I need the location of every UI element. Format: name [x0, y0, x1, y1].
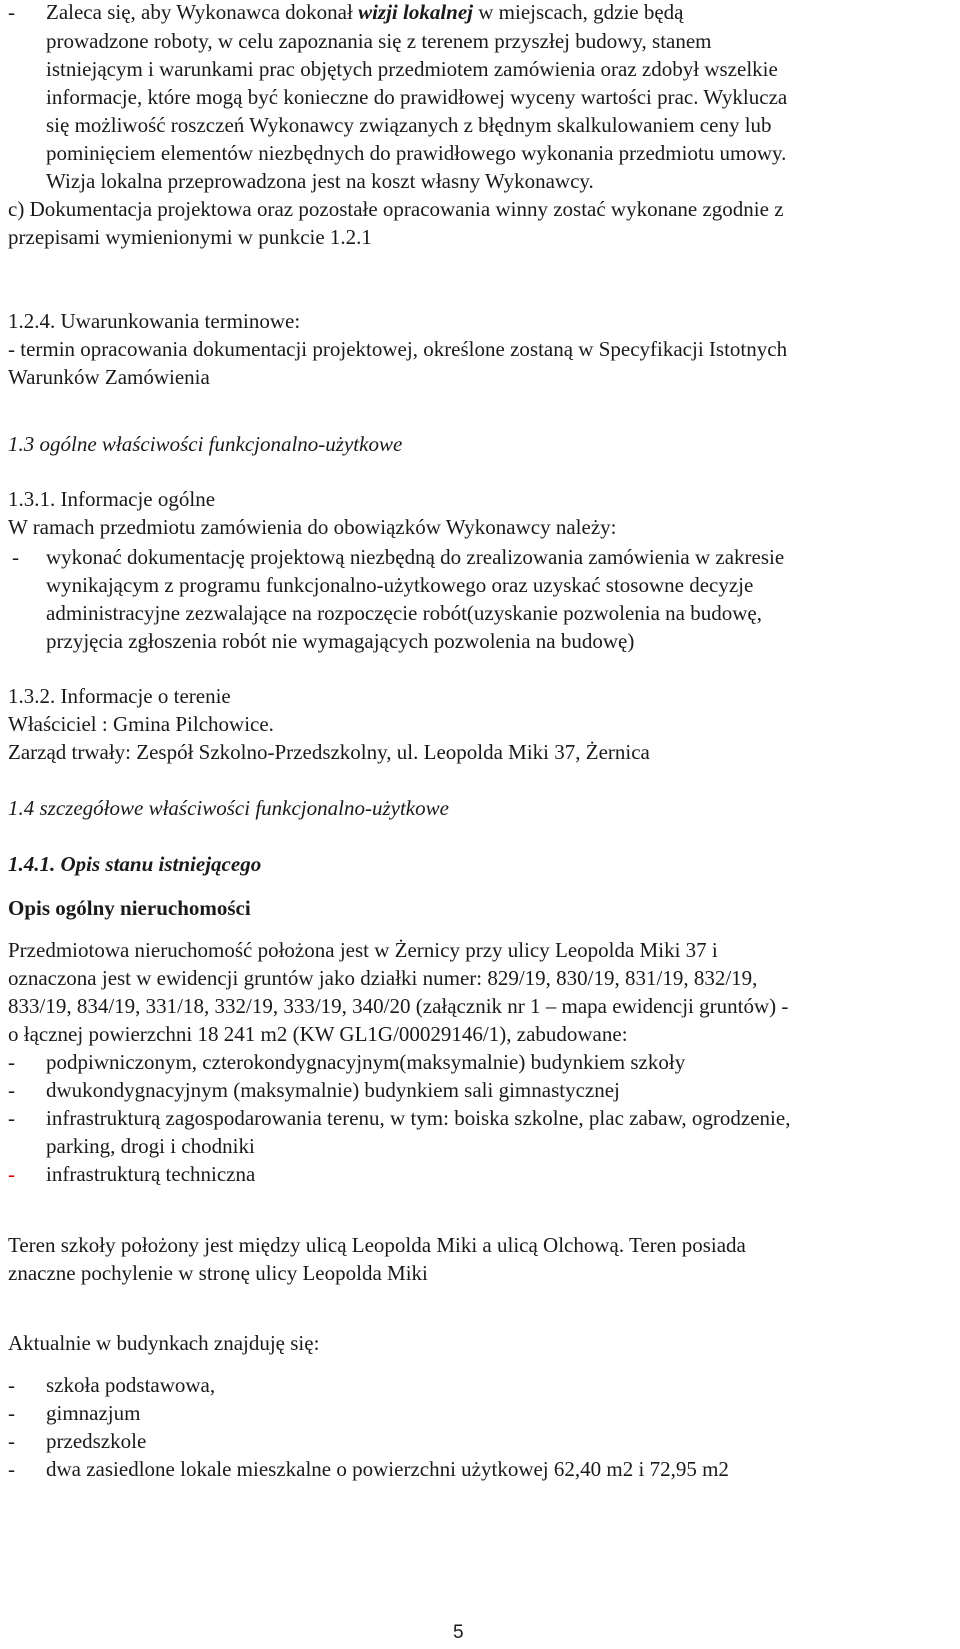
section-heading: 1.3.1. Informacje ogólne — [8, 487, 216, 511]
section-heading: 1.4.1. Opis stanu istniejącego — [8, 852, 262, 876]
text-line: administracyjne zezwalające na rozpoczęcie robót(uzyskanie pozwolenia na budowę, — [46, 601, 762, 625]
bullet-dash: - — [8, 0, 15, 24]
bullet-dash: - — [8, 1429, 15, 1453]
text-line: się możliwość roszczeń Wykonawcy związanych z błędnym skalkulowaniem ceny lub — [46, 113, 772, 137]
bullet-dash-red: - — [8, 1162, 15, 1186]
text-line: Aktualnie w budynkach znajduję się: — [8, 1331, 320, 1355]
text-line: 833/19, 834/19, 331/18, 332/19, 333/19, 340/20 (załącznik nr 1 – mapa ewidencji gruntów) - — [8, 994, 789, 1018]
text-line: c) Dokumentacja projektowa oraz pozostałe opracowania winny zostać wykonane zgodnie z — [8, 197, 784, 221]
list-item: dwukondygnacyjnym (maksymalnie) budynkiem sali gimnastycznej — [46, 1078, 620, 1102]
emphasis-text: wizji lokalnej — [358, 0, 473, 24]
bullet-dash: - — [8, 1078, 15, 1102]
subheading: Opis ogólny nieruchomości — [8, 896, 251, 920]
text-line: Właściciel : Gmina Pilchowice. — [8, 712, 274, 736]
list-item: przedszkole — [46, 1429, 147, 1453]
text-line: parking, drogi i chodniki — [46, 1134, 255, 1158]
bullet-dash: - — [8, 1050, 15, 1074]
bullet-dash: - — [12, 545, 19, 569]
bullet-dash: - — [8, 1106, 15, 1130]
text-span: Zaleca się, aby Wykonawca dokonał — [46, 0, 353, 24]
bullet-dash: - — [8, 1373, 15, 1397]
section-heading: 1.3 ogólne właściwości funkcjonalno-użytkowe — [8, 432, 403, 456]
list-item: szkoła podstawowa, — [46, 1373, 216, 1397]
bullet-dash: - — [8, 1457, 15, 1481]
text-line: Zarząd trwały: Zespół Szkolno-Przedszkolny, ul. Leopolda Miki 37, Żernica — [8, 740, 650, 764]
text-line: W ramach przedmiotu zamówienia do obowiązków Wykonawcy należy: — [8, 515, 617, 539]
list-item: podpiwniczonym, czterokondygnacyjnym(maksymalnie) budynkiem szkoły — [46, 1050, 686, 1074]
page-number: 5 — [453, 1622, 464, 1643]
text-line: istniejącym i warunkami prac objętych przedmiotem zamówienia oraz zdobył wszelkie — [46, 57, 778, 81]
list-item: gimnazjum — [46, 1401, 141, 1425]
list-item: wykonać dokumentację projektową niezbędną do zrealizowania zamówienia w zakresie — [46, 545, 785, 569]
text-line: przepisami wymienionymi w punkcie 1.2.1 — [8, 225, 372, 249]
list-item: infrastrukturą zagospodarowania terenu, w tym: boiska szkolne, plac zabaw, ogrodzenie, — [46, 1106, 791, 1130]
text-line — [46, 2, 684, 23]
text-line: oznaczona jest w ewidencji gruntów jako działki numer: 829/19, 830/19, 831/19, 832/19, — [8, 966, 758, 990]
text-line: Przedmiotowa nieruchomość położona jest w Żernicy przy ulicy Leopolda Miki 37 i — [8, 938, 718, 962]
text-span: w miejscach, gdzie będą — [478, 0, 684, 24]
section-heading: 1.4 szczegółowe właściwości funkcjonalno-użytkowe — [8, 796, 449, 820]
list-item: dwa zasiedlone lokale mieszkalne o powierzchni użytkowej 62,40 m2 i 72,95 m2 — [46, 1457, 729, 1481]
section-heading: 1.2.4. Uwarunkowania terminowe: — [8, 309, 301, 333]
text-line: znaczne pochylenie w stronę ulicy Leopolda Miki — [8, 1261, 428, 1285]
bullet-dash: - — [8, 1401, 15, 1425]
text-line: przyjęcia zgłoszenia robót nie wymagających pozwolenia na budowę) — [46, 629, 635, 653]
text-line: prowadzone roboty, w celu zapoznania się z terenem przyszłej budowy, stanem — [46, 29, 712, 53]
text-line: o łącznej powierzchni 18 241 m2 (KW GL1G/00029146/1), zabudowane: — [8, 1022, 628, 1046]
text-line: wynikającym z programu funkcjonalno-użytkowego oraz uzyskać stosowne decyzje — [46, 573, 754, 597]
list-item: infrastrukturą techniczna — [46, 1162, 256, 1186]
text-line: Teren szkoły położony jest między ulicą Leopolda Miki a ulicą Olchową. Teren posiada — [8, 1233, 746, 1257]
text-line: Wizja lokalna przeprowadzona jest na koszt własny Wykonawcy. — [46, 169, 594, 193]
section-heading: 1.3.2. Informacje o terenie — [8, 684, 231, 708]
text-line: - termin opracowania dokumentacji projektowej, określone zostaną w Specyfikacji Istotnych — [8, 337, 788, 361]
text-line: pominięciem elementów niezbędnych do prawidłowego wykonania przedmiotu umowy. — [46, 141, 787, 165]
text-line: Warunków Zamówienia — [8, 365, 210, 389]
text-line: informacje, które mogą być konieczne do prawidłowej wyceny wartości prac. Wyklucza — [46, 85, 788, 109]
